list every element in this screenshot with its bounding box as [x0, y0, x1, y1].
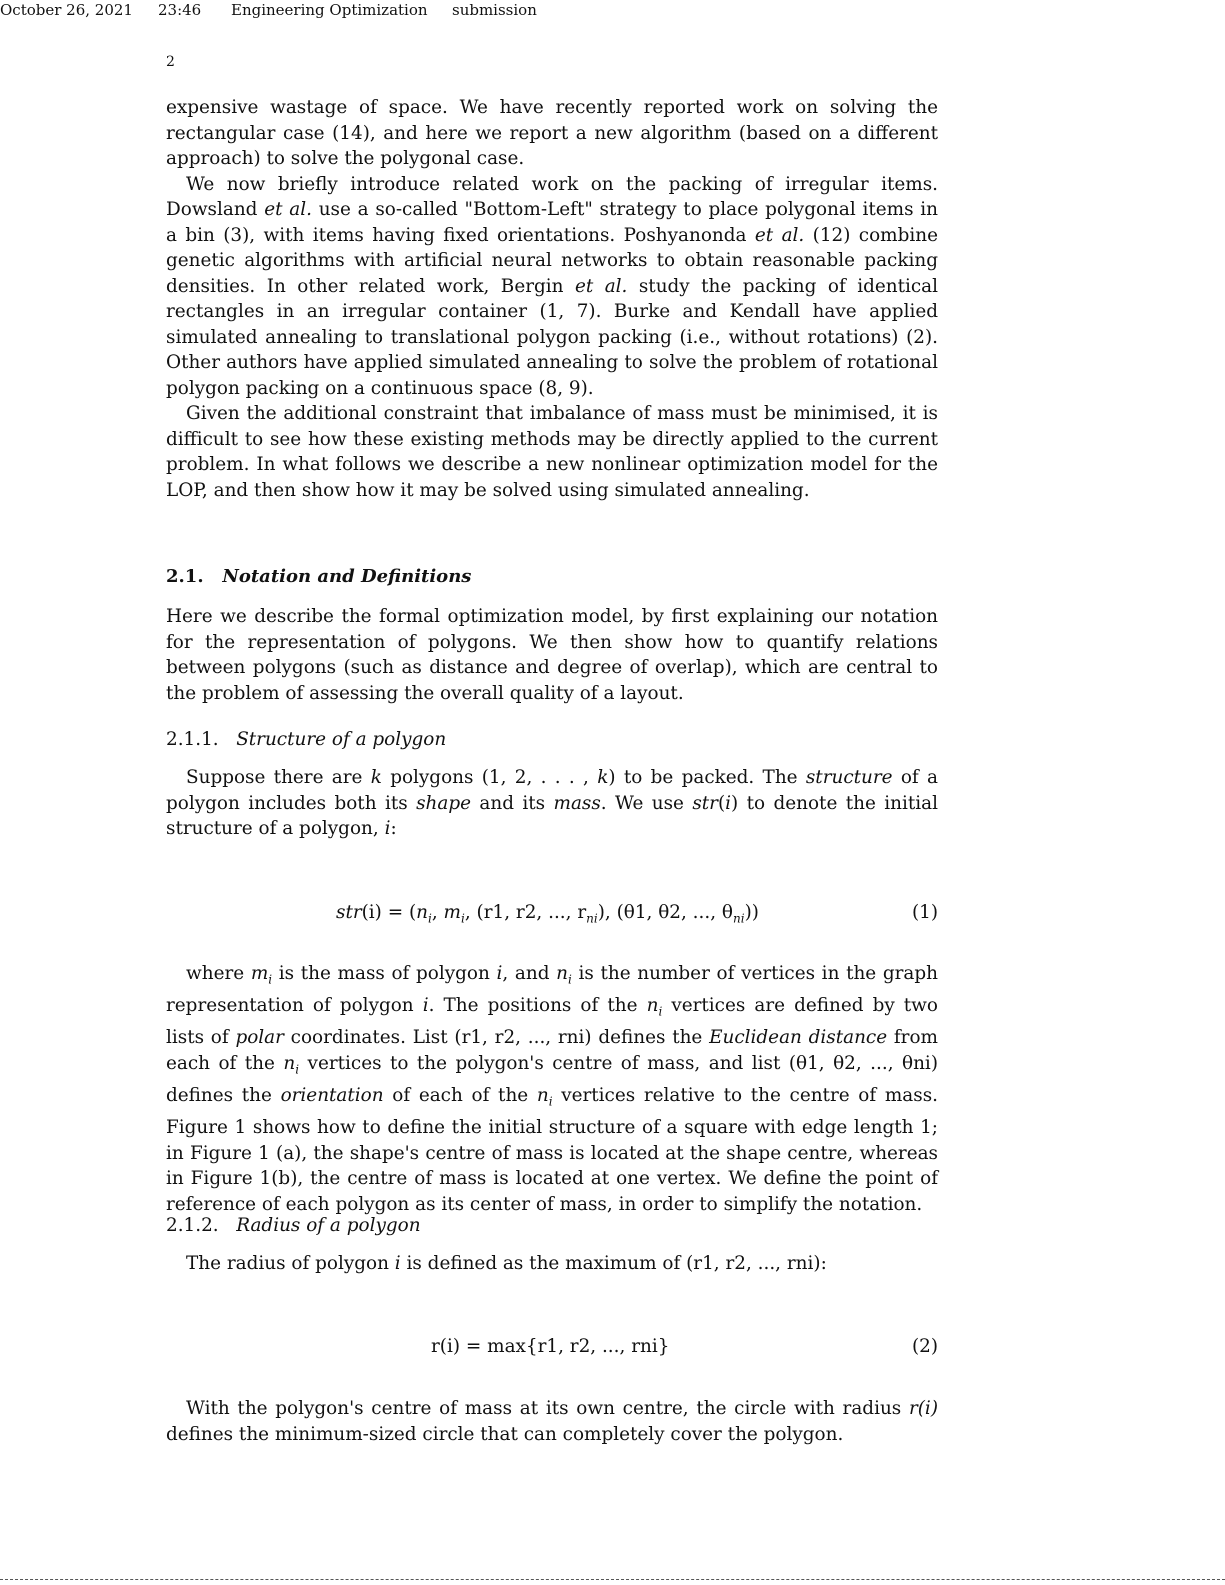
eq1-lhs: str — [336, 902, 362, 923]
pa-theta-list: θ1, θ2, ..., θni — [796, 1052, 931, 1074]
pa-sub-i5: i — [548, 1094, 553, 1109]
s1-t9: : — [390, 818, 397, 839]
equation-1-label: (1) — [911, 902, 938, 923]
s1-t2: polygons (1, 2, . . . , — [381, 767, 598, 788]
pa-c: , and — [502, 963, 557, 984]
eq1-m: m — [443, 902, 461, 923]
etal-3: et al. — [574, 275, 628, 297]
intro-block — [166, 95, 938, 503]
pa-n2: n — [646, 995, 659, 1017]
eq1-n: n — [416, 902, 428, 923]
eq1-r-list: 1, r2, ..., r — [492, 902, 587, 923]
s1-t8: ) to denote the initial structure of a polygon, — [166, 792, 938, 839]
pa-f: vertices are defined by two lists of — [166, 995, 938, 1049]
section-title: Notation and Definitions — [222, 566, 472, 587]
pa-n3: n — [283, 1052, 296, 1074]
sub2-block — [166, 1251, 938, 1277]
sub2-number: 2.1.2. — [166, 1215, 219, 1236]
eq1-sub-i2: i — [461, 911, 465, 926]
s1-t5: and its — [470, 792, 554, 814]
eq1-sub-i1: i — [428, 911, 432, 926]
eq1-explanation-paragraph — [166, 961, 938, 1217]
s1-t6: . We use — [600, 792, 693, 814]
final-paragraph — [166, 1396, 938, 1447]
equation-2-label: (2) — [911, 1336, 938, 1357]
sub1-block — [166, 765, 938, 842]
s1-str: str — [692, 792, 718, 814]
s1-mass: mass — [553, 792, 601, 814]
s1-t1: Suppose there are — [186, 767, 371, 788]
pa-euclid: Euclidean distance — [709, 1027, 888, 1049]
s1-i2: i — [384, 818, 391, 839]
pa-r-list: r1, r2, ..., rni — [461, 1027, 585, 1049]
etal-2: et al. — [754, 224, 805, 246]
eq1-mid2: ), (θ — [597, 902, 635, 923]
etal-1: et al. — [264, 199, 312, 220]
section-paragraph: Here we describe the formal optimization model, by first explaining our notation for the representation of polygons. We then show how to quantify relations between polygons (such as distance and degree of overlap), which are central to the problem of assessing the overall quality of a layout. — [166, 606, 938, 704]
pa-n1: n — [556, 963, 569, 984]
sub1-number: 2.1.1. — [166, 729, 219, 750]
pa-sub-i3: i — [658, 1004, 663, 1019]
sub1-paragraph — [166, 765, 938, 842]
section-heading — [166, 566, 471, 587]
s1-shape: shape — [416, 792, 471, 814]
final-ri: r(i) — [908, 1398, 938, 1419]
header-date: October 26, 2021 — [0, 1, 133, 19]
pa-i2: i — [422, 995, 429, 1017]
pa-m: m — [250, 963, 269, 984]
pa-k2: vertices to the polygon's centre of mass, and list ( — [299, 1052, 796, 1074]
equation-1 — [166, 902, 938, 930]
sub2-paragraph — [166, 1251, 938, 1277]
sub2-title: Radius of a polygon — [236, 1215, 421, 1236]
section-number: 2.1. — [166, 566, 204, 587]
eq1-sub-ni1: ni — [586, 911, 598, 926]
pa-sub-i4: i — [295, 1062, 300, 1077]
pa-sub-i2: i — [568, 972, 572, 987]
header-time: 23:46 — [158, 1, 202, 19]
pa-n4: n — [536, 1085, 549, 1107]
eq1-eq: = ( — [381, 902, 417, 923]
section-intro — [166, 604, 938, 706]
s1-t3: ) to be packed. The — [608, 767, 806, 788]
intro-paragraph-2 — [166, 172, 938, 402]
s1-t4: of a polygon includes both its — [166, 767, 938, 814]
s1-k: k — [370, 767, 382, 788]
s1-structure: structure — [805, 767, 893, 788]
eq1-explanation — [166, 961, 938, 1217]
intro-paragraph-3: Given the additional constraint that imbalance of mass must be minimised, it is difficult to see how these existing methods may be directly applied to the current problem. In what follows we describe a new nonlinear optimization model for the LOP, and then show how it may be solved using simulated annealing. — [166, 403, 938, 501]
eq1-mid: , (r — [464, 902, 493, 923]
eq1-sub-ni2: ni — [733, 911, 745, 926]
sub1-title: Structure of a polygon — [236, 729, 447, 750]
pa-l: ) defines the — [166, 1052, 938, 1107]
pa-h: ) defines the — [584, 1027, 710, 1049]
equation-2-formula: r(i) = max{r1, r2, ..., rni} — [431, 1336, 670, 1357]
final-block — [166, 1396, 938, 1447]
p2-text-d: study the packing of identical rectangles in an irregular container (1, 7). Burke and Kendall have applied simulated annealing to translational polygon packing (i.e., without rotations) (2). Other authors have applied simulated annealing to solve the problem of rotational polygon packing on a continuous space (8, 9). — [166, 275, 939, 399]
eq1-end: )) — [744, 902, 759, 923]
intro-paragraph-1: expensive wastage of space. We have recently reported work on solving the rectangular case (14), and here we report a new algorithm (based on a different approach) to solve the polygonal case. — [166, 97, 938, 169]
eq1-paren-i: (i) — [361, 902, 382, 923]
pa-g: coordinates. List ( — [283, 1027, 462, 1049]
pa-polar: polar — [235, 1027, 284, 1049]
s2-r-list: r1, r2, ..., rni — [693, 1253, 814, 1274]
pa-orient: orientation — [280, 1085, 384, 1107]
s2-b: is defined as the maximum of ( — [400, 1253, 694, 1274]
page-number: 2 — [166, 54, 175, 70]
subsection-1-heading — [166, 729, 446, 750]
equation-2 — [166, 1336, 938, 1364]
s1-t7: ( — [717, 792, 726, 814]
pa-e: . The positions of the — [428, 995, 647, 1017]
pa-b: is the mass of polygon — [272, 963, 497, 984]
p2-text-b: use a so-called "Bottom-Left" strategy to place polygonal items in a bin (3), with items having fixed orientations. Poshyanonda — [166, 199, 938, 246]
equation-1-formula — [336, 902, 759, 926]
header-journal: Engineering Optimization — [231, 1, 428, 19]
final-b: defines the minimum-sized circle that can completely cover the polygon. — [166, 1423, 844, 1445]
pa-i1: i — [496, 963, 503, 984]
header-status: submission — [452, 1, 537, 19]
pa-m2: of each of the — [383, 1085, 537, 1107]
final-a: With the polygon's centre of mass at its own centre, the circle with radius — [186, 1398, 909, 1419]
eq1-theta-list: 1, θ2, ..., θ — [634, 902, 733, 923]
eq1-comma: , — [431, 902, 444, 923]
p2-text-a: We now briefly introduce related work on the packing of irregular items. Dowsland — [166, 173, 938, 220]
p2-text-c: (12) combine genetic algorithms with artificial neural networks to obtain reasonable packing densities. In other related work, Bergin — [166, 224, 938, 297]
pa-n2-text: vertices relative to the centre of mass. Figure 1 shows how to define the initial structure of a square with edge length 1; in Figure 1 (a), the shape's centre of mass is located at the shape centre, whereas in Figure 1(b), the centre of mass is located at one vertex. We define the point of reference of each polygon as its center of mass, in order to simplify the notation. — [166, 1085, 938, 1215]
s2-a: The radius of polygon — [186, 1253, 395, 1274]
pa-d: is the number of vertices in the graph representation of polygon — [166, 963, 939, 1017]
bottom-rule — [0, 1579, 1225, 1580]
pa-a: where — [186, 963, 251, 984]
pa-j: from each of the — [166, 1027, 938, 1074]
s1-k2: k — [597, 767, 609, 788]
s1-i: i — [725, 792, 732, 814]
subsection-2-heading — [166, 1215, 421, 1236]
pa-sub-i1: i — [268, 972, 273, 987]
s2-i: i — [394, 1253, 401, 1274]
s2-c: ): — [813, 1253, 827, 1274]
